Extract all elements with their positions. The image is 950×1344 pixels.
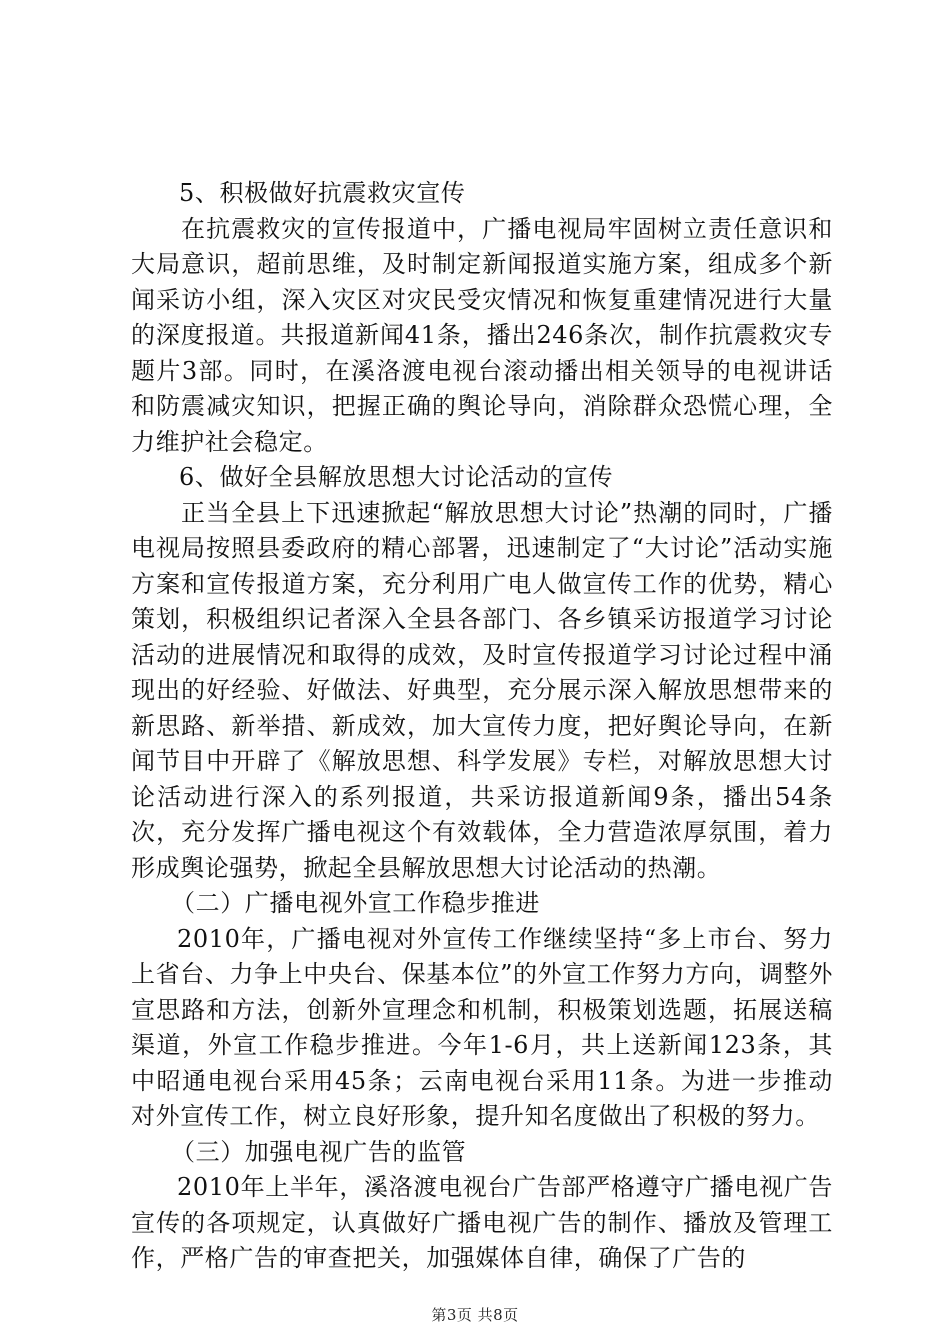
section-heading-5: 5、积极做好抗震救灾宣传 [179,179,466,207]
paragraph-tv-ads: 2010年上半年，溪洛渡电视台广告部严格遵守广播电视广告宣传的各项规定，认真做好广播电视广告的制作、播放及管理工作，严格广告的审查把关，加强媒体自律，确保了广告的 [131,1173,833,1272]
section-heading-external-publicity: （二）广播电视外宣工作稳步推进 [171,889,540,917]
section-heading-6: 6、做好全县解放思想大讨论活动的宣传 [179,463,614,491]
paragraph-external-publicity: 2010年，广播电视对外宣传工作继续坚持“多上市台、努力上省台、力争上中央台、保基本位”的外宣工作努力方向，调整外宣思路和方法，创新外宣理念和机制，积极策划选题，拓展送稿渠道，外宣工作稳步推进。今年1-6月，共上送新闻123条，其中昭通电视台采用45条；云南电视台采用11条。为进一步推动对外宣传工作，树立良好形象，提升知名度做出了积极的努力。 [131,924,833,1130]
section-heading-tv-ads: （三）加强电视广告的监管 [171,1137,467,1166]
document-body [131,176,833,1277]
page-footer: 第3页 共8页 [431,1306,519,1324]
paragraph-earthquake-relief: 在抗震救灾的宣传报道中，广播电视局牢固树立责任意识和大局意识，超前思维，及时制定新闻报道实施方案，组成多个新闻采访小组，深入灾区对灾民受灾情况和恢复重建情况进行大量的深度报道。共报道新闻41条，播出246条次，制作抗震救灾专题片3部。同时，在溪洛渡电视台滚动播出相关领导的电视讲话和防震减灾知识，把握正确的舆论导向，消除群众恐慌心理，全力维护社会稳定。 [131,214,833,456]
paragraph-liberation-discussion: 正当全县上下迅速掀起“解放思想大讨论”热潮的同时，广播电视局按照县委政府的精心部署，迅速制定了“大讨论”活动实施方案和宣传报道方案，充分利用广电人做宣传工作的优势，精心策划，积极组织记者深入全县各部门、各乡镇采访报道学习讨论活动的进展情况和取得的成效，及时宣传报道学习讨论过程中涌现出的好经验、好做法、好典型，充分展示深入解放思想带来的新思路、新举措、新成效，加大宣传力度，把好舆论导向，在新闻节目中开辟了《解放思想、科学发展》专栏，对解放思想大讨论活动进行深入的系列报道，共采访报道新闻9条，播出54条次，充分发挥广播电视这个有效载体，全力营造浓厚氛围，着力形成舆论强势，掀起全县解放思想大讨论活动的热潮。 [131,498,833,882]
